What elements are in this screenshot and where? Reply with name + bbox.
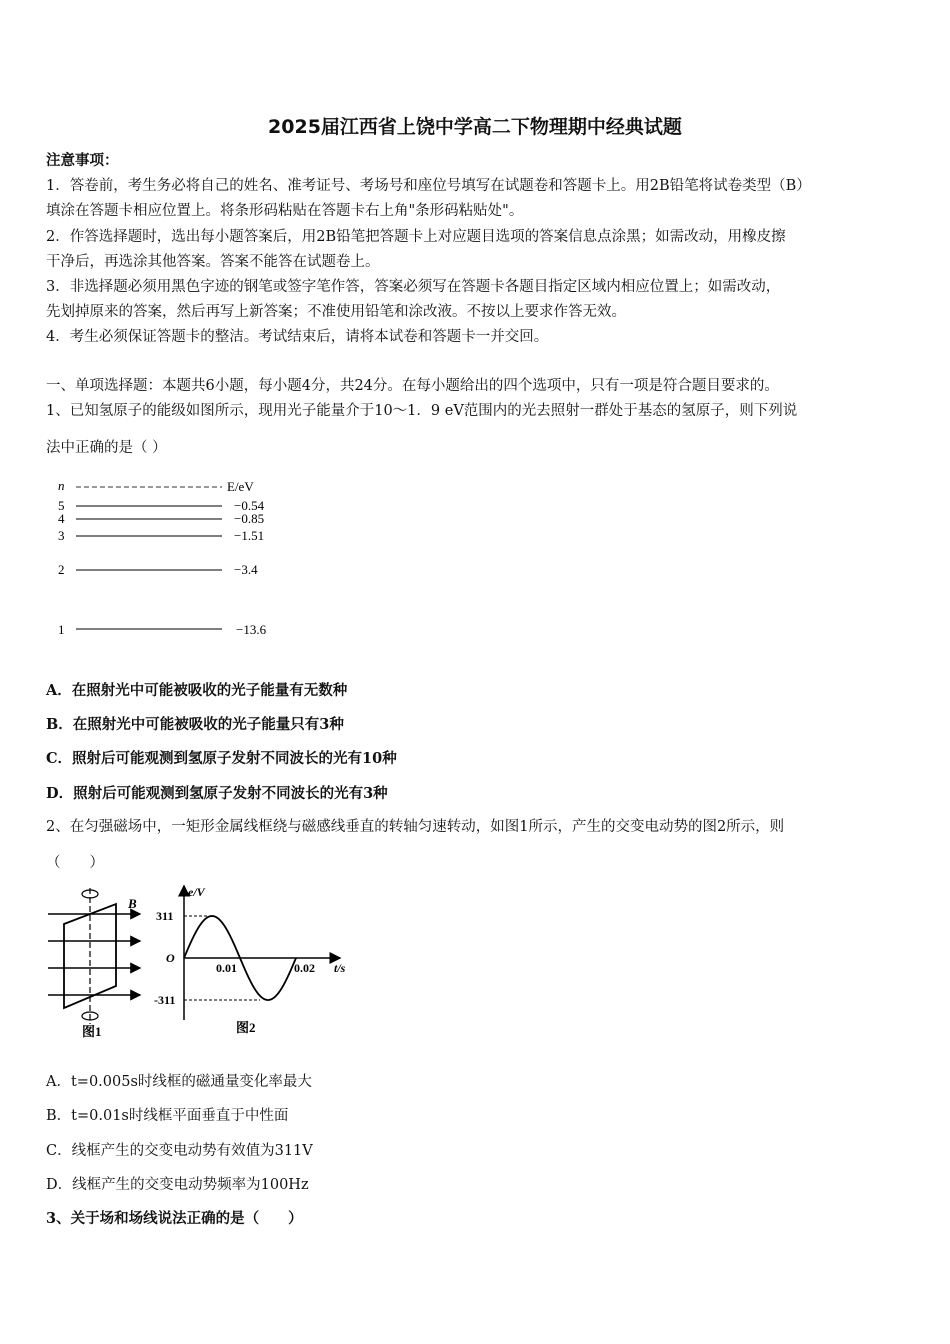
field-b-label: B xyxy=(128,896,137,911)
x-tick-1: 0.01 xyxy=(216,961,237,975)
option-b: B．t=0.01s时线框平面垂直于中性面 xyxy=(46,1108,289,1124)
figure-1-caption: 图1 xyxy=(82,1024,102,1039)
level-energy: −13.6 xyxy=(236,622,267,637)
figure-1-rotating-loop xyxy=(44,884,156,1042)
option-d: D．线框产生的交变电动势频率为100Hz xyxy=(46,1177,309,1193)
energy-level-diagram xyxy=(50,472,290,644)
option-a: A．t=0.005s时线框的磁通量变化率最大 xyxy=(46,1074,312,1090)
option-a: A．在照射光中可能被吸收的光子能量有无数种 xyxy=(46,682,348,699)
level-energy: −0.54 xyxy=(234,498,265,513)
x-tick-2: 0.02 xyxy=(294,961,315,975)
question-1-stem: 1、已知氢原子的能级如图所示，现用光子能量介于10～1．9 eV范围内的光去照射一群处于基态的氢原子，则下列说 xyxy=(46,403,798,419)
option-c: C．线框产生的交变电动势有效值为311V xyxy=(46,1143,313,1159)
option-d: D．照射后可能观测到氢原子发射不同波长的光有3种 xyxy=(46,785,388,802)
level-number: 5 xyxy=(58,498,65,513)
origin-label: O xyxy=(166,951,175,965)
question-3-stem: 3、关于场和场线说法正确的是（ ） xyxy=(46,1210,303,1227)
level-n-header: n xyxy=(58,478,65,493)
option-c: C．照射后可能观测到氢原子发射不同波长的光有10种 xyxy=(46,750,397,767)
y-axis-label: e/V xyxy=(188,885,205,899)
level-number: 3 xyxy=(58,528,65,543)
level-number: 1 xyxy=(58,622,65,637)
notice-heading: 注意事项： xyxy=(46,152,119,169)
level-number: 4 xyxy=(58,511,65,526)
y-tick-min: -311 xyxy=(154,993,176,1007)
page-title: 2025届江西省上饶中学高二下物理期中经典试题 xyxy=(268,116,682,138)
figure-2-caption: 图2 xyxy=(236,1020,256,1035)
level-energy: −3.4 xyxy=(234,562,258,577)
question-2-stem-cont: （ ） xyxy=(46,855,104,871)
notice-line: 干净后，再选涂其他答案。答案不能答在试题卷上。 xyxy=(46,254,380,270)
notice-line: 填涂在答题卡相应位置上。将条形码粘贴在答题卡右上角"条形码粘贴处"。 xyxy=(46,203,524,219)
energy-axis-label: E/eV xyxy=(227,479,254,494)
notice-line: 4．考生必须保证答题卡的整洁。考试结束后，请将本试卷和答题卡一并交回。 xyxy=(46,329,549,345)
notice-line: 1．答卷前，考生务必将自己的姓名、准考证号、考场号和座位号填写在试题卷和答题卡上。用2B铅笔将试卷类型（B） xyxy=(46,178,811,194)
level-energy: −0.85 xyxy=(234,511,265,526)
question-1-stem-cont: 法中正确的是（ ） xyxy=(46,440,167,456)
x-axis-label: t/s xyxy=(334,961,346,975)
notice-line: 3．非选择题必须用黑色字迹的钢笔或签字笔作答，答案必须写在答题卡各题目指定区域内相应位置上；如需改动， xyxy=(46,279,781,295)
notice-line: 2．作答选择题时，选出每小题答案后，用2B铅笔把答题卡上对应题目选项的答案信息点涂黑；如需改动，用橡皮擦 xyxy=(46,229,786,245)
question-2-stem: 2、在匀强磁场中，一矩形金属线框绕与磁感线垂直的转轴匀速转动，如图1所示，产生的交变电动势的图2所示，则 xyxy=(46,819,785,835)
section-heading: 一、单项选择题：本题共6小题，每小题4分，共24分。在每小题给出的四个选项中，只有一项是符合题目要求的。 xyxy=(46,378,779,394)
notice-line: 先划掉原来的答案，然后再写上新答案；不准使用铅笔和涂改液。不按以上要求作答无效。 xyxy=(46,304,626,320)
y-tick-max: 311 xyxy=(156,909,174,923)
level-number: 2 xyxy=(58,562,65,577)
option-b: B．在照射光中可能被吸收的光子能量只有3种 xyxy=(46,716,344,733)
figure-2-emf-graph xyxy=(150,880,356,1044)
level-energy: −1.51 xyxy=(234,528,265,543)
